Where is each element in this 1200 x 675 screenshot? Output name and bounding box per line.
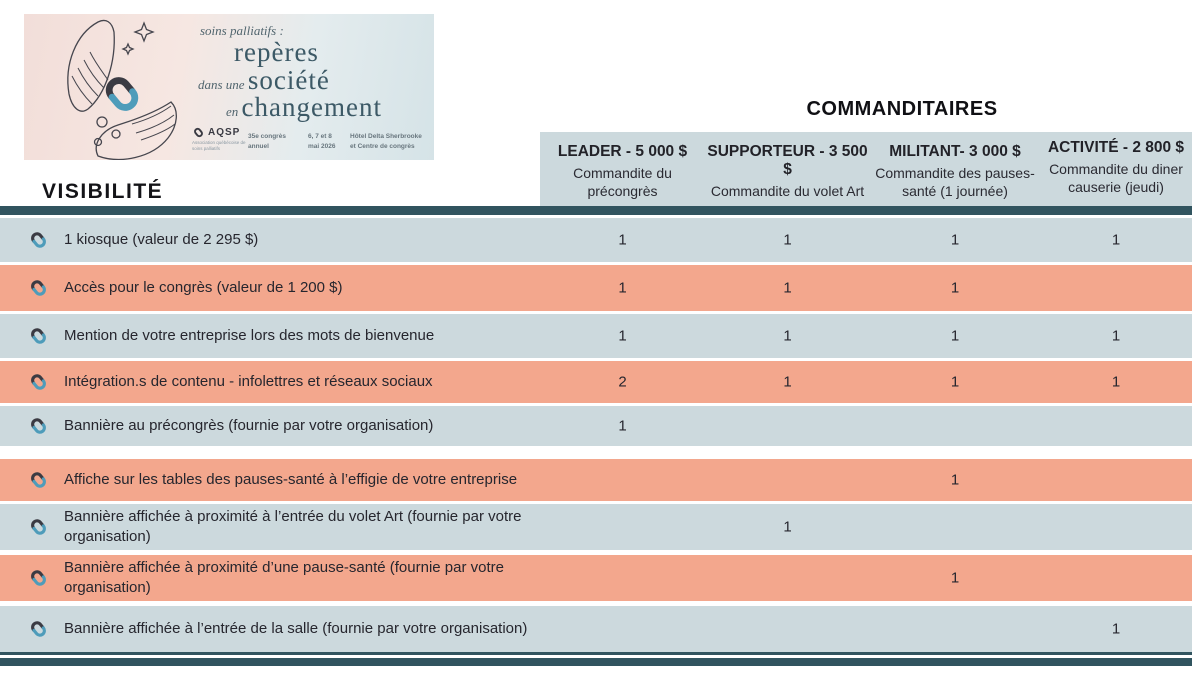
visibility-title: VISIBILITÉ [42, 180, 164, 203]
row-label: Bannière affichée à l’entrée de la salle (fournie par votre organisation) [64, 619, 528, 637]
row-value-supporteur: 1 [783, 373, 792, 391]
row-label: 1 kiosque (valeur de 2 295 $) [64, 230, 259, 248]
table-row [0, 406, 1192, 446]
banner-title-line1: repères [234, 37, 319, 68]
table-row [0, 218, 1192, 262]
org-subtitle: Association québécoise de soins palliatifs [192, 140, 246, 152]
table-row [0, 504, 1192, 550]
aqsp-heart-logo-icon [105, 77, 138, 112]
row-value-activite: 1 [1111, 231, 1121, 249]
row-value-leader: 1 [618, 279, 627, 297]
row-heart-icon [27, 371, 50, 393]
tier-column-supporteur [705, 132, 870, 206]
header-divider-bar [0, 206, 1192, 215]
row-value-leader: 1 [618, 417, 627, 435]
row-value-militant: 1 [950, 231, 960, 249]
row-label: Affiche sur les tables des pauses-santé à l’effigie de votre entreprise [64, 470, 518, 488]
row-label: Intégration.s de contenu - infolettres et réseaux sociaux [64, 372, 433, 390]
row-heart-icon [27, 325, 50, 347]
tier-name: LEADER - 5 000 $ [557, 143, 688, 160]
org-logo-block [192, 126, 254, 153]
banner-title-line2-prefix: dans une [198, 76, 248, 92]
row-heart-icon [27, 567, 50, 589]
table-row [0, 606, 1192, 652]
row-value-supporteur: 1 [783, 518, 792, 536]
bottom-rule-thick [0, 658, 1192, 666]
bubble-icon [97, 117, 107, 127]
row-heart-icon [27, 469, 50, 491]
row-value-supporteur: 1 [783, 231, 792, 249]
tier-description: Commandite du volet Art [710, 183, 865, 199]
row-value-militant: 1 [950, 279, 960, 297]
banner-tagline: soins palliatifs : [200, 23, 284, 38]
event-venue-line1: Hôtel Delta Sherbrooke [350, 133, 422, 140]
bubble-icon [112, 130, 120, 138]
row-label: Bannière au précongrès (fournie par votre organisation) [64, 416, 434, 434]
table-row [0, 555, 1192, 601]
row-value-supporteur: 1 [783, 279, 792, 297]
banner-title-block [192, 22, 432, 122]
row-heart-icon [27, 516, 50, 538]
row-label: Accès pour le congrès (valeur de 1 200 $) [64, 278, 343, 296]
row-value-leader: 1 [618, 327, 627, 345]
event-edition-line1: 35e congrès [248, 133, 286, 140]
row-value-activite: 1 [1111, 620, 1121, 638]
banner-title-line2-main: société [247, 64, 330, 95]
table-row [0, 459, 1192, 501]
tier-description: Commandite du diner causerie (jeudi) [1049, 161, 1183, 195]
tier-column-activite [1040, 132, 1192, 206]
row-value-leader: 2 [618, 373, 627, 391]
event-venue-line2: et Centre de congrès [350, 142, 415, 150]
row-value-activite: 1 [1111, 373, 1121, 391]
event-dates-line1: 6, 7 et 8 [308, 133, 332, 140]
benefits-table [0, 218, 1192, 652]
bottom-rule-thin [0, 652, 1192, 655]
event-edition [248, 132, 286, 152]
sparkle-icon [135, 23, 153, 41]
commanditaires-title: COMMANDITAIRES [806, 98, 998, 120]
table-row [0, 314, 1192, 358]
event-edition-line2: annuel [248, 142, 269, 150]
tier-column-militant [870, 132, 1040, 206]
tier-header-band [540, 132, 1192, 206]
top-hand-fingers [72, 52, 108, 104]
table-row [0, 361, 1192, 403]
row-value-militant: 1 [950, 327, 960, 345]
row-value-activite: 1 [1111, 327, 1121, 345]
banner-title-line3-main: changement [241, 92, 382, 123]
row-value-supporteur: 1 [783, 327, 792, 345]
row-value-militant: 1 [950, 471, 960, 489]
event-dates [308, 132, 335, 152]
row-value-leader: 1 [618, 231, 627, 249]
tier-name: SUPPORTEUR - 3 500 $ [707, 143, 868, 178]
row-label: Mention de votre entreprise lors des mots de bienvenue [64, 326, 435, 344]
row-label: Bannière affichée à proximité d’une pause-santé (fournie par votre organisation) [64, 558, 504, 596]
tier-column-leader [540, 132, 705, 206]
row-value-militant: 1 [950, 373, 960, 391]
org-name: AQSP [208, 127, 241, 138]
sparkle-icon [123, 44, 133, 54]
top-hand-outline [68, 20, 114, 111]
row-heart-icon [27, 618, 50, 640]
tier-name: MILITANT- 3 000 $ [889, 143, 1021, 160]
tier-name: ACTIVITÉ - 2 800 $ [1047, 139, 1185, 156]
banner-title-line3-prefix: en [226, 104, 242, 120]
tier-description: Commandite des pauses-santé (1 journée) [875, 165, 1035, 199]
banner-title-line3 [226, 94, 432, 122]
row-value-militant: 1 [950, 569, 960, 587]
org-logo-icon [192, 126, 205, 139]
event-banner [24, 14, 434, 160]
row-heart-icon [27, 415, 50, 437]
tier-description: Commandite du précongrès [573, 165, 672, 199]
row-label: Bannière affichée à proximité à l’entrée du volet Art (fournie par votre organisation) [64, 507, 522, 545]
row-heart-icon [27, 229, 50, 251]
row-heart-icon [27, 277, 50, 299]
event-venue [350, 132, 422, 152]
event-dates-line2: mai 2026 [308, 142, 336, 150]
table-row [0, 265, 1192, 311]
banner-title-line2 [198, 64, 432, 95]
